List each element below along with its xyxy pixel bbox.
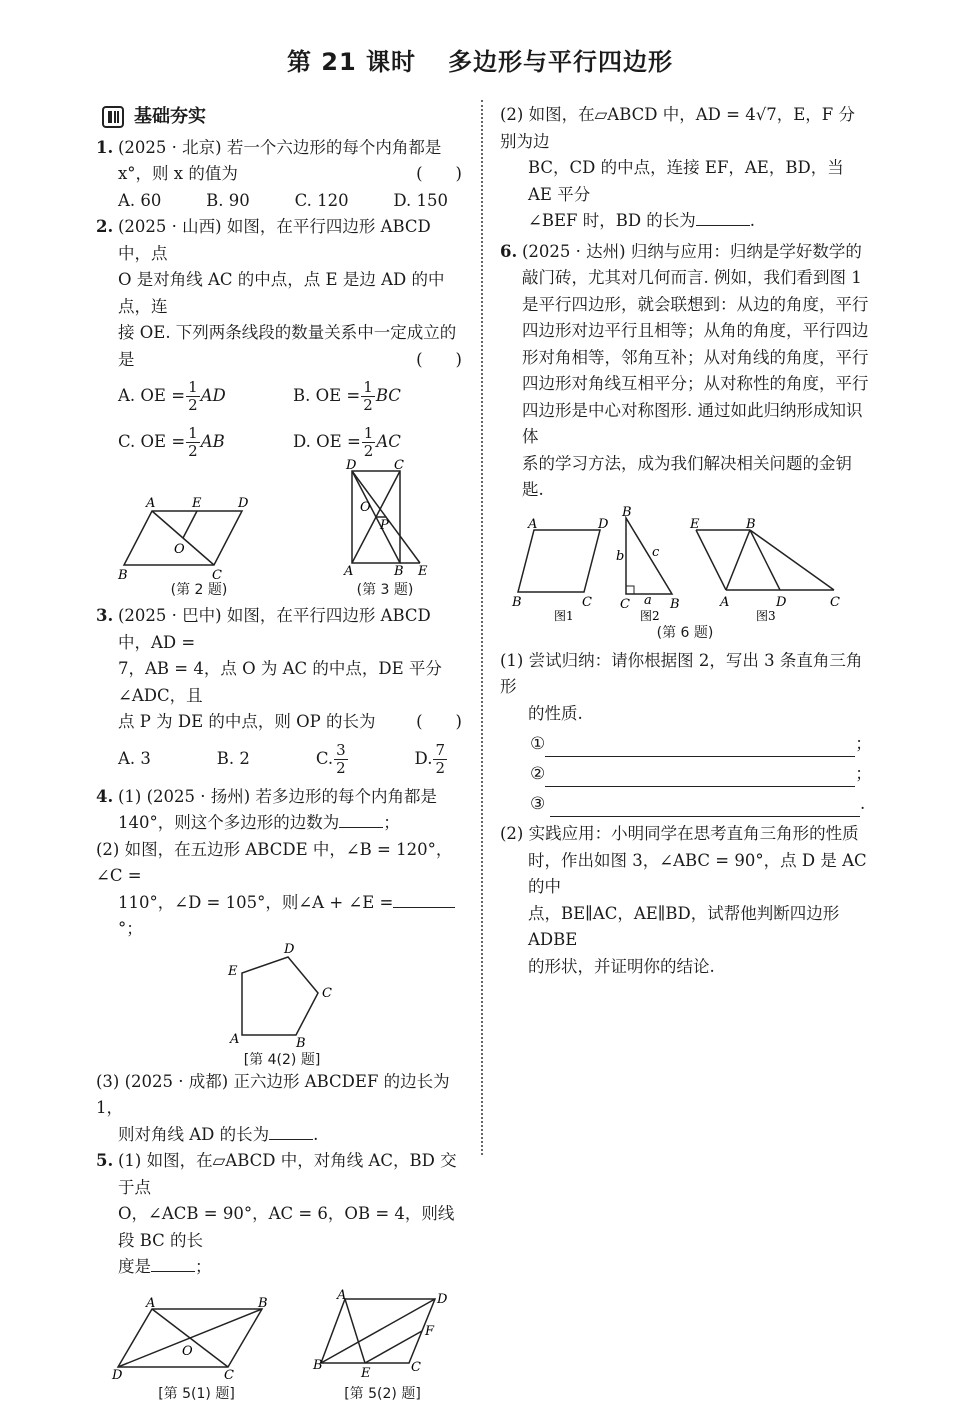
- option-a: A. 3: [118, 746, 151, 773]
- figure-2: [124, 477, 274, 604]
- question-text: ∠BEF 时，BD 的长为: [528, 211, 696, 230]
- svg-text:D: D: [436, 1292, 448, 1307]
- option-c: C. OE = $\frac{1}{2}$ AB: [118, 419, 293, 465]
- figure-caption: (第 6 题): [500, 620, 870, 647]
- answer-blank[interactable]: [696, 225, 750, 226]
- figure-caption: [第 5(1) 题]: [112, 1381, 282, 1407]
- question-text: 110°，∠D = 105°，则∠A + ∠E =: [118, 893, 393, 912]
- question-text: (3) (2025 · 成都) 正六边形 ABCDEF 的边长为 1，: [96, 1069, 468, 1122]
- svg-text:A: A: [336, 1288, 346, 1303]
- answer-blank[interactable]: [339, 827, 383, 828]
- question-text: (2) 如图，在五边形 ABCDE 中，∠B = 120°，∠C =: [96, 837, 468, 890]
- option-a: A. 60: [118, 188, 161, 215]
- question-text: 接 OE. 下列两条线段的数量关系中一定成立的: [118, 320, 468, 347]
- svg-text:B: B: [745, 517, 756, 532]
- svg-text:P: P: [379, 518, 389, 533]
- left-column: [96, 100, 468, 1407]
- svg-text:E: E: [227, 964, 238, 979]
- figure-5-2: [313, 1291, 453, 1407]
- figure-3: [330, 459, 440, 604]
- question-1: [96, 135, 468, 188]
- svg-text:B: B: [117, 568, 128, 583]
- svg-text:A: A: [719, 595, 729, 610]
- question-text: 时，作出如图 3，∠ABC = 90°，点 D 是 AC 的中: [500, 848, 870, 901]
- question-text: (1) (2025 · 扬州) 若多边形的每个内角都是: [118, 784, 468, 811]
- svg-text:O: O: [174, 542, 185, 557]
- svg-text:B: B: [312, 1358, 323, 1373]
- option-b: B. 2: [217, 746, 250, 773]
- svg-text:C: C: [322, 986, 332, 1001]
- svg-text:O: O: [360, 500, 371, 515]
- question-text: (2025 · 山西) 如图，在平行四边形 ABCD 中，点: [118, 214, 468, 267]
- svg-text:B: B: [393, 564, 404, 579]
- question-text: (2025 · 北京) 若一个六边形的每个内角都是: [118, 135, 468, 162]
- svg-text:A: A: [527, 517, 537, 532]
- question-text: x°，则 x 的值为: [118, 164, 238, 183]
- question-4: 4. (1) (2025 · 扬州) 若多边形的每个内角都是 140°，则这个多边形的边数为 ；: [96, 784, 468, 837]
- question-text: 则对角线 AD 的长为: [118, 1125, 269, 1144]
- svg-text:A: A: [145, 1296, 155, 1311]
- question-number: 1.: [96, 135, 113, 162]
- option-c: C. $\frac{3}{2}$: [316, 742, 349, 777]
- svg-text:E: E: [689, 517, 700, 532]
- option-b: B. OE = $\frac{1}{2}$ BC: [293, 373, 468, 419]
- answer-line-1[interactable]: ① ；: [500, 727, 870, 757]
- question-text: 四边形对角线互相平分；从对称性的角度，平行: [522, 371, 870, 398]
- book-icon: [102, 106, 124, 128]
- answer-blank[interactable]: [393, 907, 455, 908]
- question-text: 是: [118, 350, 135, 369]
- right-column: [500, 100, 870, 980]
- figures-5: [96, 1291, 468, 1407]
- svg-text:图1: 图1: [554, 609, 574, 623]
- answer-paren: ( ): [416, 709, 462, 736]
- svg-text:A: A: [229, 1032, 239, 1047]
- question-text: 7，AB = 4，点 O 为 AC 的中点，DE 平分∠ADC，且: [118, 656, 468, 709]
- question-5-part-2: (2) 如图，在▱ABCD 中，AD = 4√7，E，F 分别为边 BC，CD 的中点，连接 EF，AE，BD，当 AE 平分 ∠BEF 时，BD 的长为 .: [500, 102, 870, 235]
- question-text: (2025 · 达州) 归纳与应用：归纳是学好数学的: [522, 239, 870, 266]
- question-6: [500, 239, 870, 504]
- q1-options: [96, 188, 468, 215]
- svg-text:D: D: [597, 517, 609, 532]
- answer-paren: ( ): [416, 161, 462, 188]
- option-d: D. 150: [393, 188, 448, 215]
- answer-paren: ( ): [416, 347, 462, 374]
- question-text: 形对角相等，邻角互补；从对角线的角度，平行: [522, 345, 870, 372]
- svg-text:F: F: [424, 1324, 435, 1339]
- svg-text:C: C: [582, 595, 592, 610]
- column-divider: [481, 100, 483, 1155]
- svg-text:A: A: [145, 496, 155, 511]
- svg-text:D: D: [345, 458, 357, 473]
- question-text: O 是对角线 AC 的中点，点 E 是边 AD 的中点，连: [118, 267, 468, 320]
- q2-options: [96, 373, 468, 465]
- figure-caption: (第 2 题): [124, 577, 274, 604]
- question-text: 的性质.: [500, 701, 870, 728]
- figure-4: [96, 943, 468, 1069]
- lesson-number: 第 21 课时: [287, 48, 416, 76]
- question-text: 的形状，并证明你的结论.: [500, 954, 870, 981]
- question-number: 6.: [500, 239, 517, 266]
- question-text: 系的学习方法，成为我们解决相关问题的金钥匙.: [522, 451, 870, 504]
- question-text: 四边形对边平行且相等；从角的角度，平行四边: [522, 318, 870, 345]
- svg-text:A: A: [343, 564, 353, 579]
- question-5: 5. (1) 如图，在▱ABCD 中，对角线 AC，BD 交于点 O，∠ACB = 90°，AC = 6，OB = 4，则线段 BC 的长 度是 ；: [96, 1148, 468, 1281]
- option-c: C. 120: [295, 188, 349, 215]
- question-text: (1) 尝试归纳：请你根据图 2，写出 3 条直角三角形: [500, 648, 870, 701]
- question-number: 2.: [96, 214, 113, 241]
- question-text: (2025 · 巴中) 如图，在平行四边形 ABCD 中，AD =: [118, 603, 468, 656]
- answer-line-2[interactable]: ② ；: [500, 757, 870, 787]
- question-4-part-2: (2) 如图，在五边形 ABCDE 中，∠B = 120°，∠C = 110°，∠D = 105°，则∠A + ∠E =°；: [96, 837, 468, 943]
- figure-6: [500, 512, 870, 642]
- question-text: 140°，则这个多边形的边数为: [118, 813, 339, 832]
- option-d: D. OE = $\frac{1}{2}$ AC: [293, 419, 468, 465]
- question-text: (2) 如图，在▱ABCD 中，AD = 4√7，E，F 分别为边: [500, 102, 870, 155]
- answer-blank[interactable]: [151, 1271, 195, 1272]
- question-text: 度是: [118, 1257, 151, 1276]
- svg-text:D: D: [111, 1368, 123, 1383]
- question-text: BC，CD 的中点，连接 EF，AE，BD，当 AE 平分: [500, 155, 870, 208]
- question-text: 是平行四边形，就会联想到：从边的角度，平行: [522, 292, 870, 319]
- figure-caption: [第 4(2) 题]: [96, 1047, 468, 1074]
- option-a: A. OE = $\frac{1}{2}$ AD: [118, 373, 293, 419]
- svg-text:B: B: [621, 505, 632, 520]
- question-text: (2) 实践应用：小明同学在思考直角三角形的性质: [500, 821, 870, 848]
- question-4-part-3: (3) (2025 · 成都) 正六边形 ABCDEF 的边长为 1， 则对角线 AD 的长为 .: [96, 1069, 468, 1149]
- option-b: B. 90: [206, 188, 250, 215]
- svg-text:D: D: [237, 496, 249, 511]
- option-d: D. $\frac{7}{2}$: [415, 742, 448, 777]
- svg-text:O: O: [182, 1344, 193, 1359]
- question-6-part-2: [500, 821, 870, 980]
- question-text: 四边形是中心对称图形. 通过如此归纳形成知识体: [522, 398, 870, 451]
- section-title: 基础夯实: [134, 104, 206, 131]
- svg-text:图3: 图3: [756, 609, 776, 623]
- svg-text:C: C: [212, 568, 222, 583]
- question-text: (1) 如图，在▱ABCD 中，对角线 AC，BD 交于点: [118, 1148, 468, 1201]
- svg-text:D: D: [775, 595, 787, 610]
- svg-text:E: E: [360, 1366, 371, 1381]
- svg-text:B: B: [511, 595, 522, 610]
- question-6-part-1: [500, 648, 870, 818]
- figure-5-1: [112, 1299, 282, 1407]
- answer-line-3[interactable]: ③ .: [500, 787, 870, 817]
- svg-text:B: B: [295, 1036, 306, 1051]
- figure-6-2-shape: [626, 518, 672, 594]
- question-number: 3.: [96, 603, 113, 630]
- svg-text:C: C: [224, 1368, 234, 1383]
- question-3: [96, 603, 468, 736]
- svg-text:E: E: [191, 496, 202, 511]
- answer-blank[interactable]: [269, 1139, 313, 1140]
- svg-text:b: b: [616, 549, 624, 564]
- svg-text:E: E: [417, 564, 428, 579]
- question-number: 4.: [96, 784, 113, 811]
- question-text: 敲门砖，尤其对几何而言. 例如，我们看到图 1: [522, 265, 870, 292]
- section-header: [102, 104, 468, 131]
- figure-caption: [第 5(2) 题]: [313, 1381, 453, 1407]
- lesson-title: 多边形与平行四边形: [448, 48, 673, 76]
- question-number: 5.: [96, 1148, 113, 1175]
- svg-text:B: B: [669, 597, 680, 612]
- svg-text:图2: 图2: [640, 609, 660, 623]
- question-text: 点，BE∥AC，AE∥BD，试帮他判断四边形 ADBE: [500, 901, 870, 954]
- svg-text:D: D: [283, 942, 295, 957]
- svg-text:C: C: [620, 597, 630, 612]
- figures-2-3: [96, 465, 468, 603]
- svg-text:C: C: [830, 595, 840, 610]
- page-title: [0, 42, 960, 77]
- question-text: O，∠ACB = 90°，AC = 6，OB = 4，则线段 BC 的长: [118, 1201, 468, 1254]
- svg-text:c: c: [652, 545, 660, 560]
- svg-text:B: B: [257, 1296, 268, 1311]
- figure-caption: (第 3 题): [330, 577, 440, 604]
- question-2: [96, 214, 468, 373]
- svg-text:C: C: [411, 1360, 421, 1375]
- q3-options: [96, 736, 468, 784]
- figure-6-1-shape: [518, 530, 600, 592]
- svg-text:C: C: [394, 458, 404, 473]
- svg-text:a: a: [644, 593, 652, 608]
- question-text: 点 P 为 DE 的中点，则 OP 的长为: [118, 712, 375, 731]
